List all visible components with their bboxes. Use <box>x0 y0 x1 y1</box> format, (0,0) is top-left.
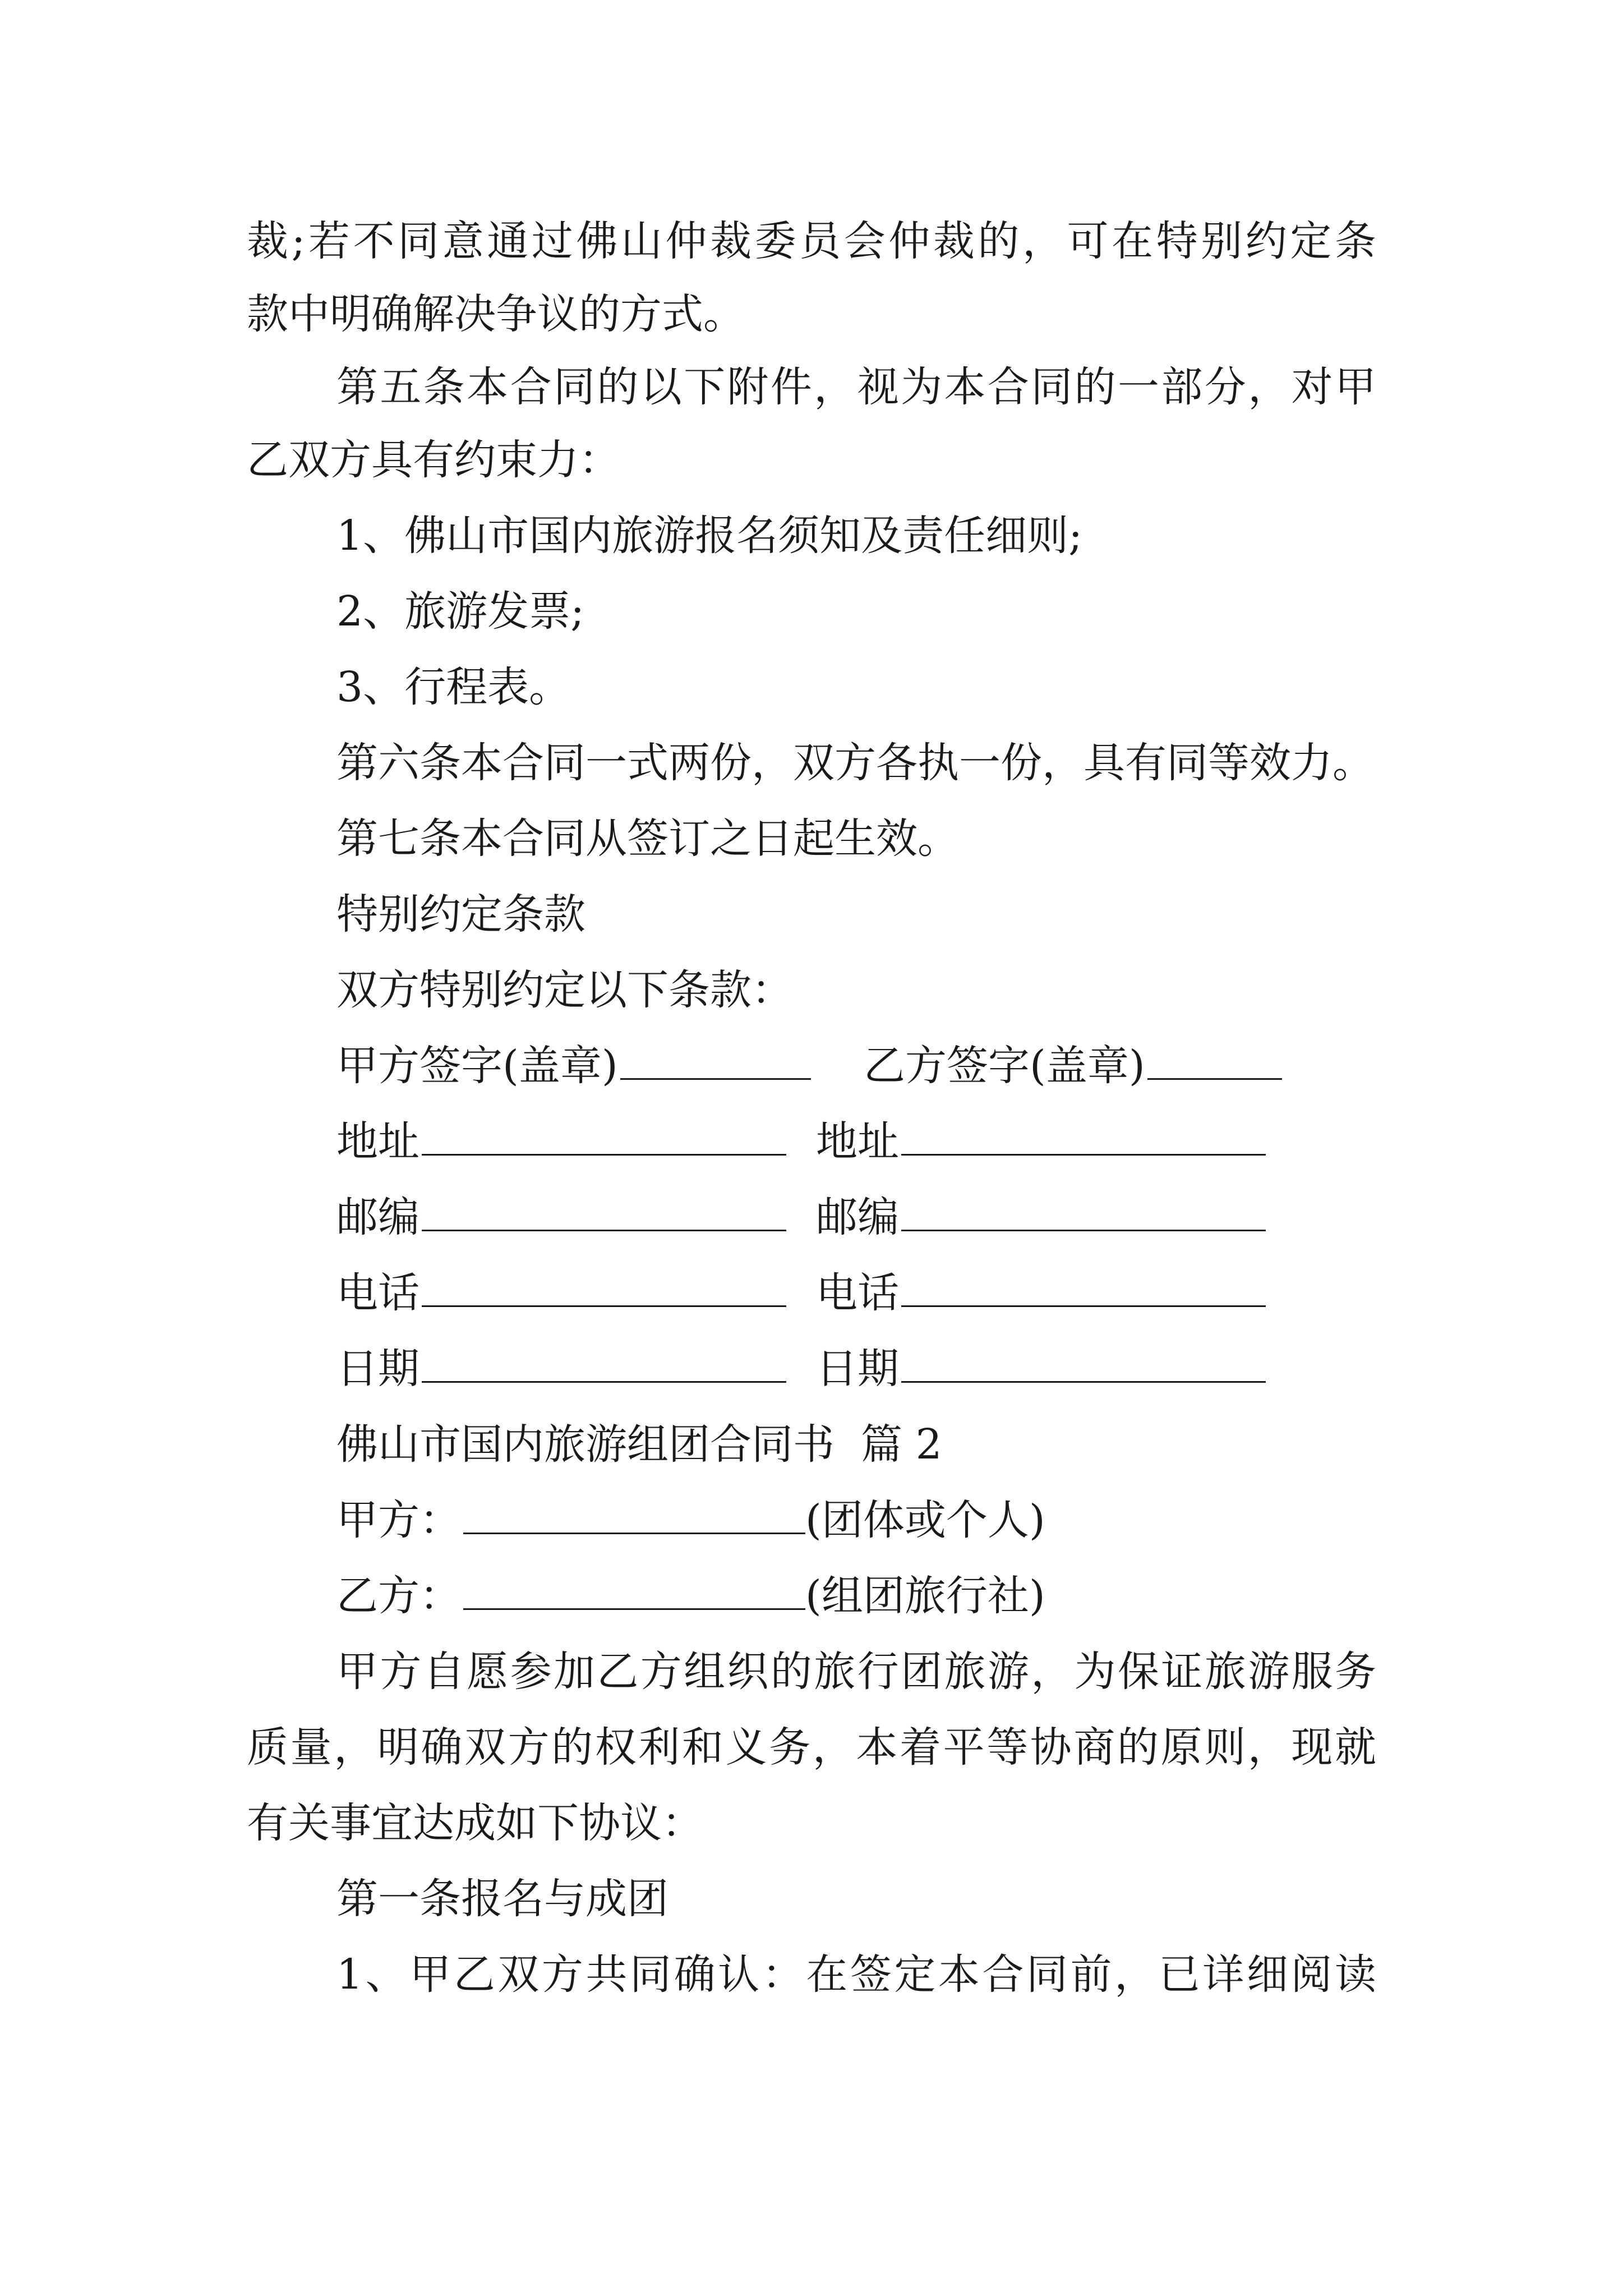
phone-blank <box>422 1268 786 1307</box>
party-a-address-field <box>336 1114 786 1170</box>
party-a-date-field <box>336 1341 786 1397</box>
postcode-label: 邮编 <box>336 1193 419 1241</box>
party-a-signature-field <box>336 1038 811 1094</box>
address-label: 地址 <box>336 1117 419 1166</box>
phone-label: 电话 <box>816 1269 899 1317</box>
special-terms-intro: 双方特别约定以下条款： <box>336 966 793 1014</box>
postcode-blank <box>901 1193 1266 1231</box>
article-6: 第六条本合同一式两份，双方各执一份，具有同等效力。 <box>336 739 1374 787</box>
party-b-date-field <box>816 1341 1266 1397</box>
paragraph-line: 乙双方具有约束力： <box>247 436 620 484</box>
party-b-sign-label: 乙方签字(盖章) <box>864 1042 1145 1090</box>
article-1-heading: 第一条报名与成团 <box>336 1875 668 1923</box>
party-a-label: 甲方： <box>336 1496 461 1544</box>
paragraph-line: 款中明确解决争议的方式。 <box>247 290 745 338</box>
agreement-intro-line: 甲方自愿参加乙方组织的旅行团旅游，为保证旅游服务 <box>336 1648 1376 1696</box>
attachment-item: 3、行程表。 <box>336 663 571 711</box>
attachment-item: 1、佛山市国内旅游报名须知及责任细则; <box>336 512 1083 560</box>
signature-blank <box>620 1041 811 1080</box>
address-label: 地址 <box>816 1117 899 1166</box>
party-a-note: (团体或个人) <box>805 1496 1045 1544</box>
party-b-blank <box>463 1571 805 1610</box>
article-1-item-1: 1、甲乙双方共同确认：在签定本合同前，已详细阅读 <box>336 1950 1376 1999</box>
article-7: 第七条本合同从签订之日起生效。 <box>336 815 959 863</box>
attachment-item: 2、旅游发票; <box>336 587 585 636</box>
postcode-blank <box>422 1193 786 1231</box>
party-b-phone-field <box>816 1265 1266 1321</box>
article-5-title: 第五条本合同的以下附件，视为本合同的一部分，对甲 <box>336 363 1376 411</box>
date-label: 日期 <box>336 1345 419 1393</box>
party-a-blank <box>463 1496 805 1534</box>
section-2-heading: 佛山市国内旅游组团合同书 篇 2 <box>336 1420 942 1469</box>
party-b-address-field <box>816 1114 1266 1170</box>
party-b-label: 乙方： <box>336 1572 461 1620</box>
signature-blank <box>1147 1041 1282 1080</box>
phone-blank <box>901 1268 1266 1307</box>
party-b-line <box>336 1568 1045 1624</box>
date-blank <box>422 1344 786 1383</box>
date-label: 日期 <box>816 1345 899 1393</box>
agreement-intro-line: 有关事宜达成如下协议： <box>247 1799 703 1847</box>
address-blank <box>422 1117 786 1156</box>
postcode-label: 邮编 <box>816 1193 899 1241</box>
phone-label: 电话 <box>336 1269 419 1317</box>
party-a-phone-field <box>336 1265 786 1321</box>
party-b-signature-field <box>864 1038 1282 1094</box>
party-a-sign-label: 甲方签字(盖章) <box>336 1042 618 1090</box>
paragraph-line: 裁;若不同意通过佛山仲裁委员会仲裁的，可在特别约定条 <box>247 217 1376 265</box>
party-b-note: (组团旅行社) <box>805 1572 1045 1620</box>
address-blank <box>901 1117 1266 1156</box>
party-b-postcode-field <box>816 1189 1266 1245</box>
party-a-line <box>336 1492 1045 1548</box>
date-blank <box>901 1344 1266 1383</box>
agreement-intro-line: 质量，明确双方的权利和义务，本着平等协商的原则，现就 <box>247 1723 1376 1772</box>
party-a-postcode-field <box>336 1189 786 1245</box>
special-terms-heading: 特别约定条款 <box>336 890 585 938</box>
